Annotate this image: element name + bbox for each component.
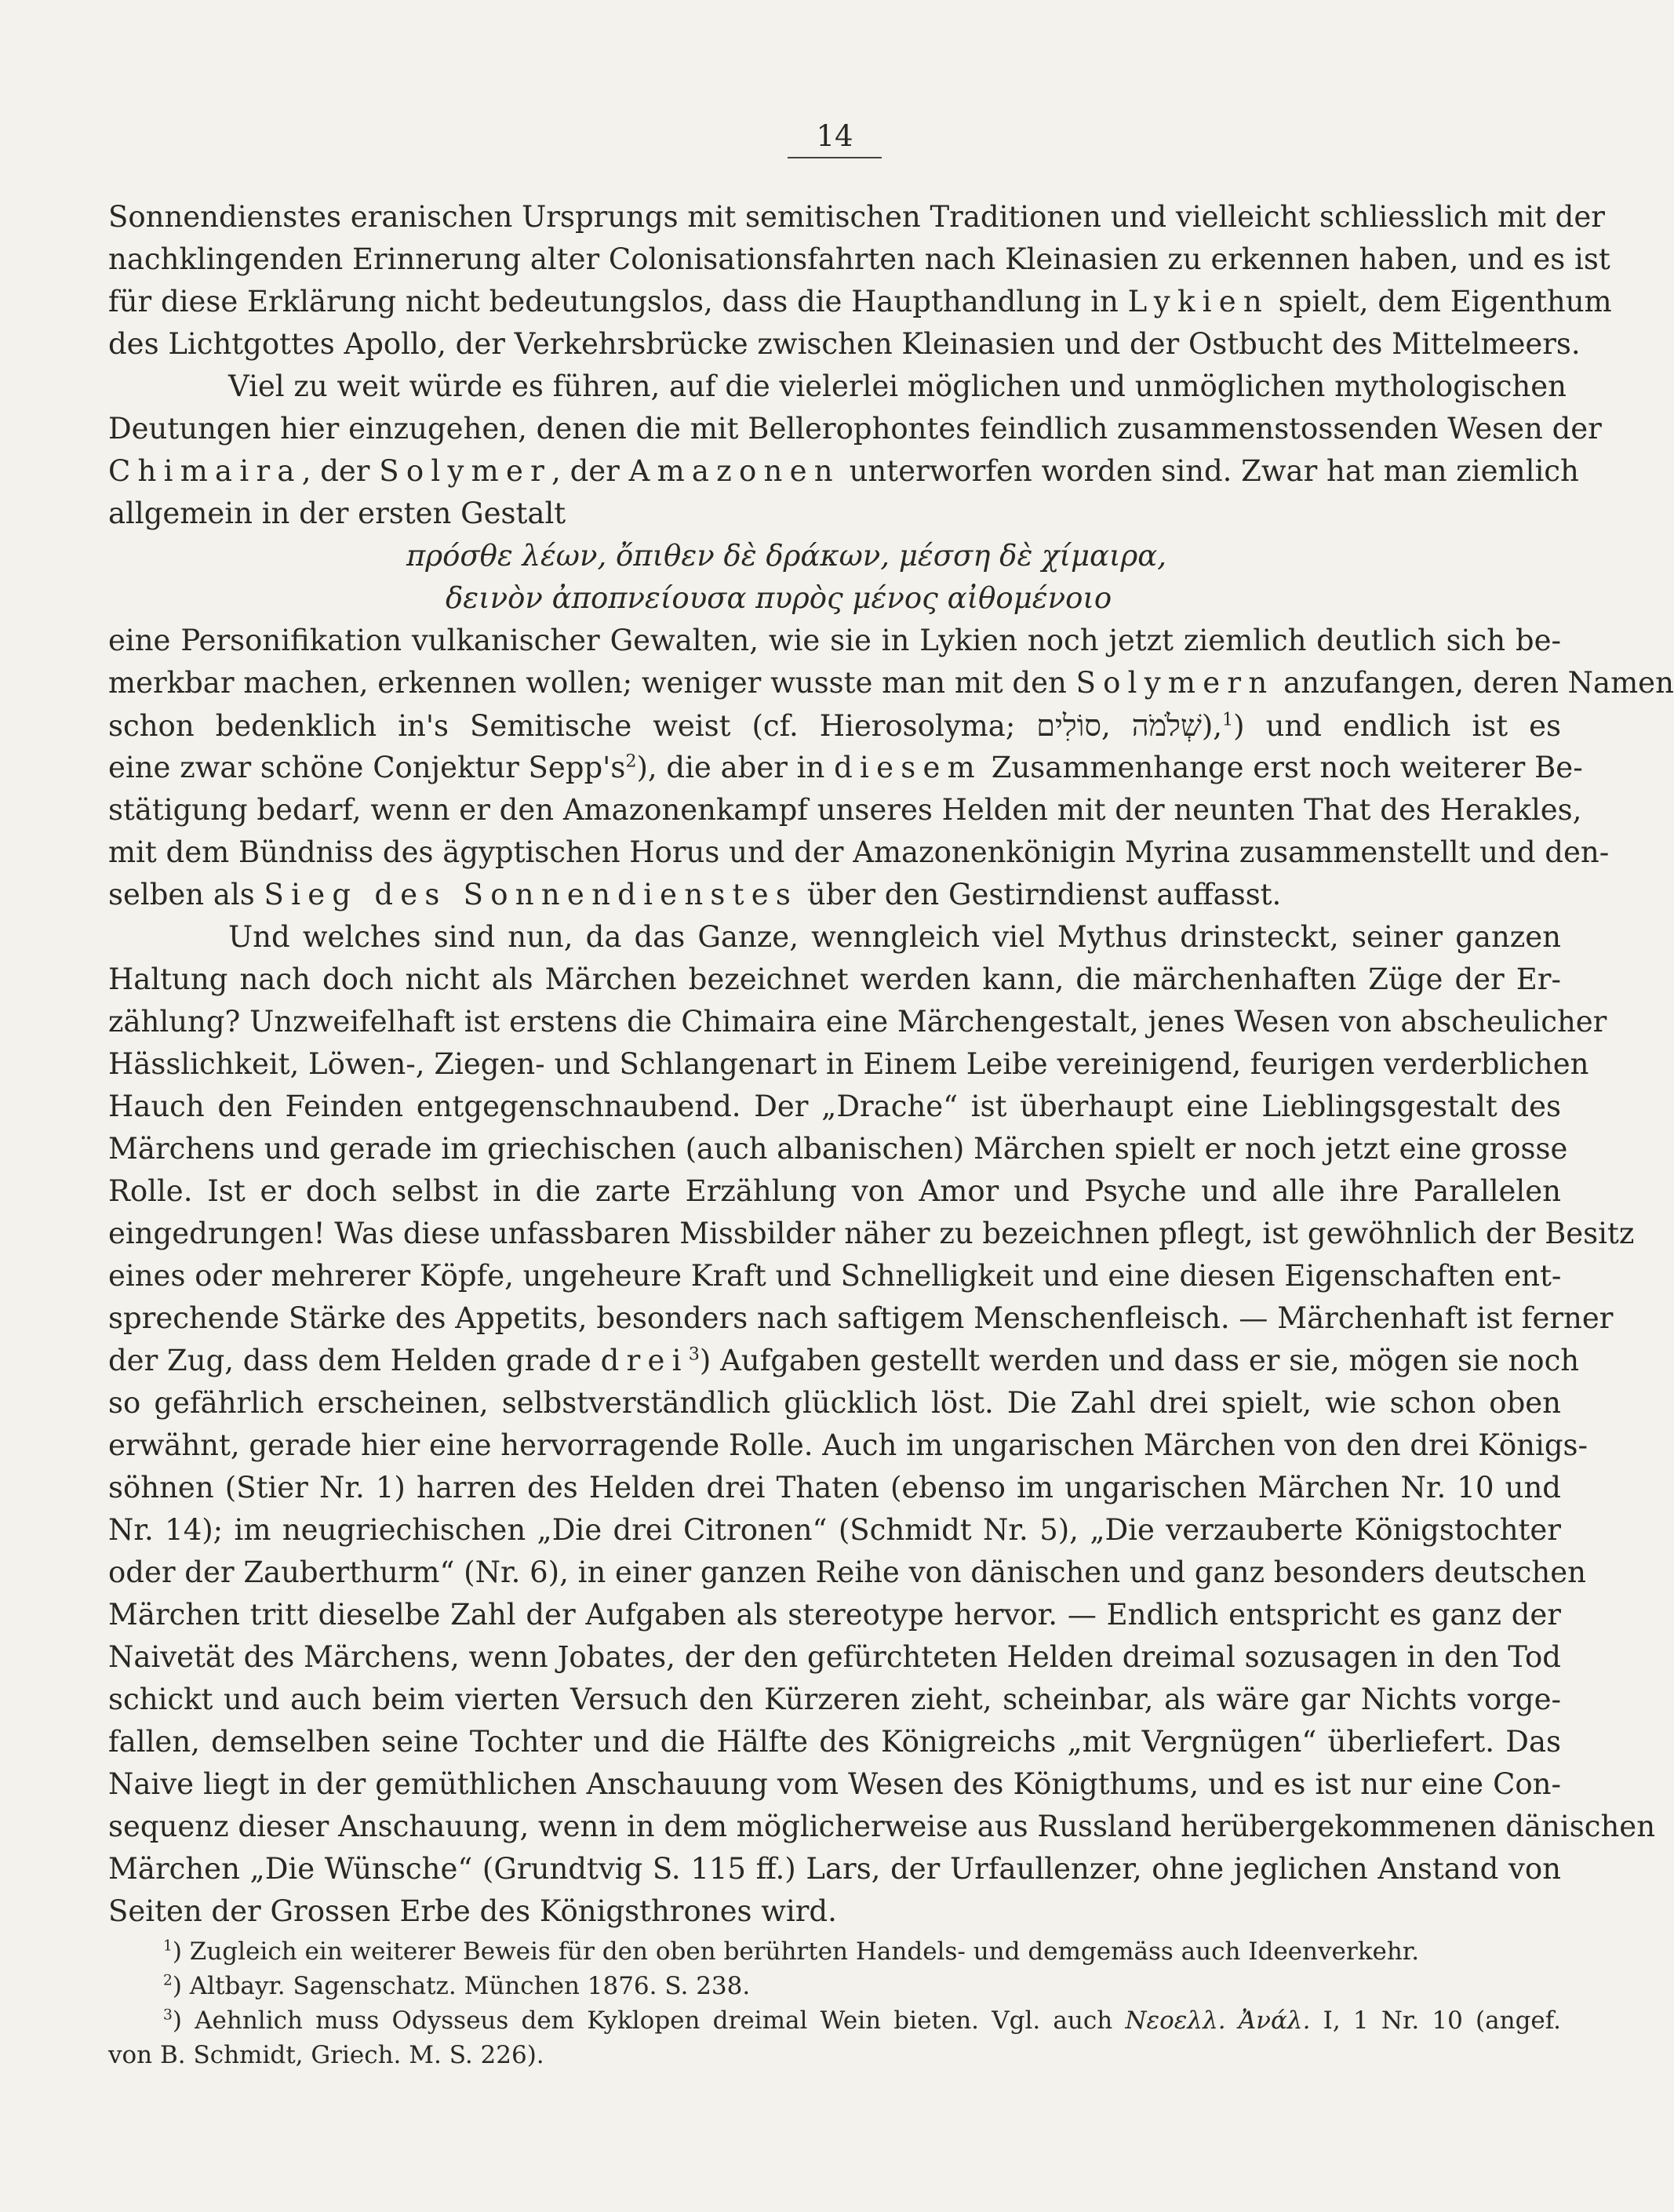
footnote-ref: 3 [688,1344,700,1365]
text-line: sequenz dieser Anschauung, wenn in dem möglicherweise aus Russland herübergekommenen dänischen [108,1810,1656,1843]
text-line: des Lichtgottes Apollo, der Verkehrsbrücke zwischen Kleinasien und der Ostbucht des Mittelmeers. [108,327,1581,361]
greek-verse: δεινὸν ἀποπνείουσα πυρὸς μένος αἰθομένοιο [446,581,1112,615]
page-number: 14 [816,119,853,153]
text-line: fallen, demselben seine Tochter und die Hälfte des Königreichs „mit Vergnügen“ überliefert. Das [108,1725,1561,1759]
text-line: oder der Zauberthurm“ (Nr. 6), in einer ganzen Reihe von dänischen und ganz besonders deutschen [108,1555,1586,1589]
text-line: Märchen tritt dieselbe Zahl der Aufgaben als stereotype hervor. — Endlich entspricht es ganz der [108,1598,1561,1632]
text-line: Nr. 14); im neugriechischen „Die drei Citronen“ (Schmidt Nr. 5), „Die verzauberte Königstochter [108,1513,1561,1547]
hebrew-word: שְׁלֹמֹה [1131,708,1202,743]
text-line: eines oder mehrerer Köpfe, ungeheure Kraft und Schnelligkeit und eine diesen Eigenschaften ent- [108,1259,1562,1293]
spaced-word: Amazonen [628,454,840,488]
paragraph-3 [108,916,1656,1933]
footnote-mark: 1 [163,1937,173,1955]
text-line: Rolle. Ist er doch selbst in die zarte Erzählung von Amor und Psyche und alle ihre Parallelen [108,1174,1561,1208]
text-line: schon bedenklich in's Semitische weist (cf. Hierosolyma; סוֹלִים, שְׁלֹמֹה),$^1$) und endlich ist es [108,708,1561,743]
spaced-word: Lykien [1127,285,1269,318]
text-line: Viel zu weit würde es führen, auf die vielerlei möglichen und unmöglichen mythologischen [228,369,1567,403]
text-line: Deutungen hier einzugehen, denen die mit Bellerophontes feindlich zusammenstossenden Wesen der [108,412,1602,446]
hebrew-word: סוֹלִים [1036,708,1102,743]
text-line: zählung? Unzweifelhaft ist erstens die Chimaira eine Märchengestalt, jenes Wesen von abscheulicher [108,1005,1607,1039]
text-line: eine Personifikation vulkanischer Gewalten, wie sie in Lykien noch jetzt ziemlich deutlich sich be- [108,624,1561,657]
spaced-word: Chimaira [108,454,302,488]
spaced-word: drei [600,1344,689,1377]
text-line: allgemein in der ersten Gestalt [108,497,566,530]
text-line: selben als Sieg des Sonnendienstes über den Gestirndienst auffasst. [108,878,1282,911]
text-line: so gefährlich erscheinen, selbstverständlich glücklich löst. Die Zahl drei spielt, wie schon oben [108,1386,1561,1420]
footnote: $^3$) Aehnlich muss Odysseus dem Kyklopen dreimal Wein bieten. Vgl. auch Νεοελλ. Ἀνάλ. I, 1 Nr. 10 (angef. [163,2006,1562,2035]
greek-verse: πρόσθε λέων, ὄπιθεν δὲ δράκων, μέσση δὲ χίμαιρα, [406,539,1167,573]
text-line: Märchens und gerade im griechischen (auch albanischen) Märchen spielt er noch jetzt eine grosse [108,1132,1568,1166]
footnote-ref: 1 [1222,709,1234,730]
paragraph-2 [108,366,1674,916]
footnote-mark: 2 [163,1972,173,1989]
header-rule [788,157,882,158]
text-line: eingedrungen! Was diese unfassbaren Missbilder näher zu bezeichnen pflegt, ist gewöhnlich der Besitz [108,1217,1635,1250]
text-line: für diese Erklärung nicht bedeutungslos, dass die Haupthandlung in Lykien spielt, dem Eigenthum [108,285,1612,318]
text-line: eine zwar schöne Conjektur $Sepp's^2$), die aber in diesem Zusammenhange erst noch weiterer Be- [108,751,1583,784]
text-line: Naive liegt in der gemüthlichen Anschauung vom Wesen des Königthums, und es ist nur eine Con- [108,1767,1561,1801]
paragraph-1 [108,196,1612,366]
text-line: Hauch den Feinden entgegenschnaubend. Der „Drache“ ist überhaupt eine Lieblingsgestalt des [108,1090,1561,1123]
text-line: schickt und auch beim vierten Versuch den Kürzeren zieht, scheinbar, als wäre gar Nichts vorge- [108,1683,1561,1716]
text-line: erwähnt, gerade hier eine hervorragende Rolle. Auch im ungarischen Märchen von den drei Königs- [108,1428,1588,1462]
spaced-word: Sieg des Sonnendienstes [264,878,799,911]
spaced-word: Solymer [379,454,552,488]
text-line: sprechende Stärke des Appetits, besonders nach saftigem Menschenfleisch. — Märchenhaft ist ferner [108,1301,1614,1335]
footnote: $^1$) Zugleich ein weiterer Beweis für den oben berührten Handels- und demgemäss auch Ideenverkehr. [163,1937,1420,1966]
spaced-word: diesem [834,751,982,784]
text-line: Seiten der Grossen Erbe des Königsthrones wird. [108,1894,837,1928]
text-line: Sonnendienstes eranischen Ursprungs mit semitischen Traditionen und vielleicht schliesslich mit der [108,200,1605,234]
footnote-ref: 2 [625,751,637,772]
text-line: nachklingenden Erinnerung alter Colonisationsfahrten nach Kleinasien zu erkennen haben, und es ist [108,242,1610,276]
text-line: Hässlichkeit, Löwen-, Ziegen- und Schlangenart in Einem Leibe vereinigend, feurigen verderblichen [108,1047,1589,1081]
text-line: Haltung nach doch nicht als Märchen bezeichnet werden kann, die märchenhaften Züge der Er- [108,962,1561,996]
text-line: Naivetät des Märchens, wenn Jobates, der den gefürchteten Helden dreimal sozusagen in den Tod [108,1640,1561,1674]
footnote: $^2$) Altbayr. Sagenschatz. München 1876. S. 238. [163,1972,751,2000]
text-line: Und welches sind nun, da das Ganze, wenngleich viel Mythus drinsteckt, seiner ganzen [228,920,1561,954]
text-line: söhnen (Stier Nr. 1) harren des Helden drei Thaten (ebenso im ungarischen Märchen Nr. 10 und [108,1471,1561,1504]
greek-abbreviation: Νεοελλ. Ἀνάλ. [1125,2006,1311,2035]
footnotes [108,1934,1561,2072]
footnote-continuation: von B. Schmidt, Griech. M. S. 226). [108,2041,544,2069]
text-line: Chimaira, der Solymer, der Amazonen unterworfen worden sind. Zwar hat man ziemlich [108,454,1579,488]
text-line: mit dem Bündniss des ägyptischen Horus und der Amazonenkönigin Myrina zusammenstellt und den- [108,835,1610,869]
text-line: der Zug, dass dem Helden grade drei$^3$) Aufgaben gestellt werden und dass er sie, mögen sie noch [108,1344,1580,1377]
text-line: stätigung bedarf, wenn er den Amazonenkampf unseres Helden mit der neunten That des Herakles, [108,793,1582,827]
footnote-mark: 3 [163,2006,173,2024]
text-line: merkbar machen, erkennen wollen; weniger wusste man mit den Solymern anzufangen, deren Namen [108,666,1674,700]
text-line: Märchen „Die Wünsche“ (Grundtvig S. 115 ff.) Lars, der Urfaullenzer, ohne jeglichen Anstand von [108,1852,1561,1886]
main-text [108,196,1674,1933]
spaced-word: Solymern [1075,666,1275,700]
